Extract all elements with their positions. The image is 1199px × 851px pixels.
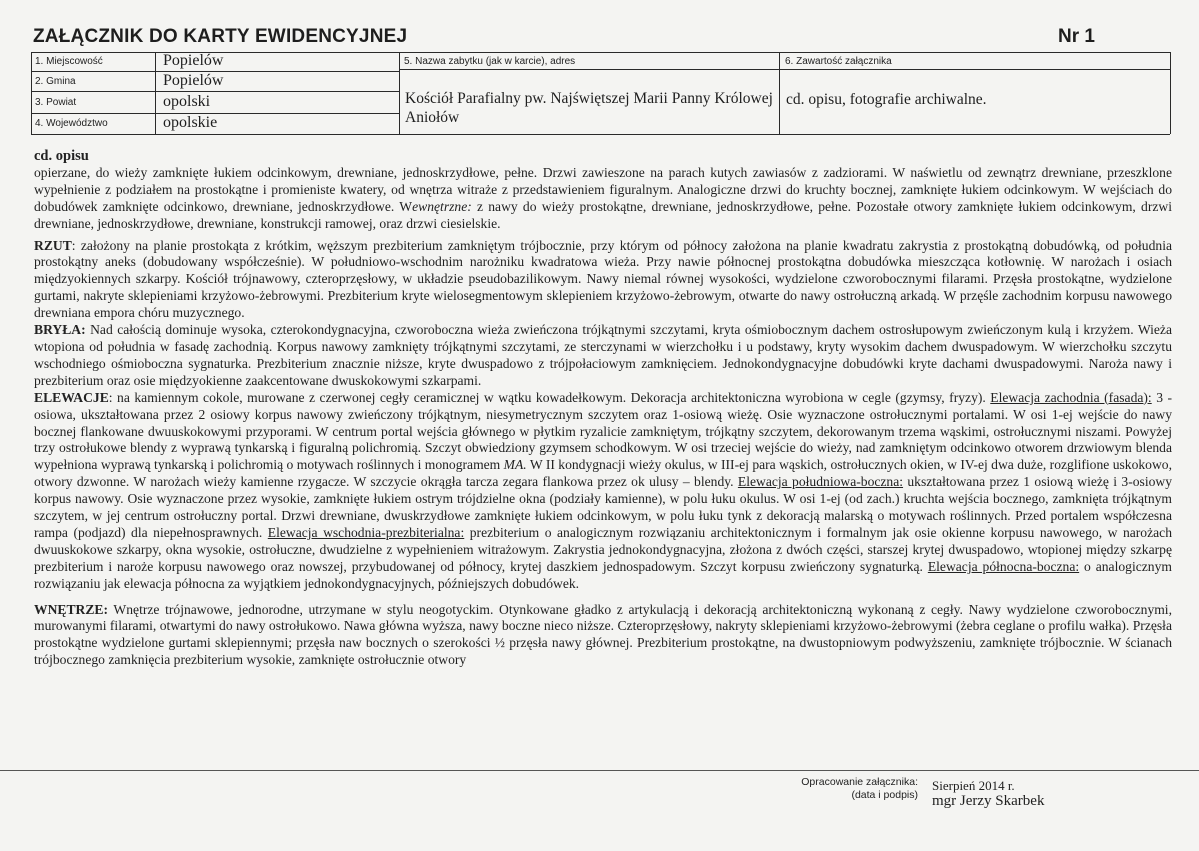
document-number: Nr 1 bbox=[1058, 26, 1095, 47]
elewacja-zachodnia-text: 3 - osiowa, ukształtowana przez 2 osiowy korpus nawowy zwieńczony trójkątnym, niesymetrycznym szczytem oraz 1-osiową wieżę. Osie wyznaczone ostrołucznymi portalami. W osi 1-ej wejście do nawy bocznej flankowane dwuuskokowymi przyporami. W centrum portal wejścia głównego w płytkim ryzalicie zamkniętym, trójkątny szczytem, dekorowanym trzema wąskimi, ostrołucznymi niszami. Powyżej trzy ostrołukowe blendy z wyprawą tynkarską i figuralną polichromią. Szczyt obwiedziony gzymsem schodkowym. W osi trzeciej wejście do wieży, nad zamkniętym odcinkowo otworem drzwiowym blenda wypełniona wyprawą tynkarską i polichromią o motywach roślinnych i monogramem bbox=[34, 389, 1172, 473]
elewacja-poludniowa-label: Elewacja południowa-boczna: bbox=[737, 474, 904, 490]
table-header-divider bbox=[399, 69, 1170, 70]
description-heading: cd. opisu bbox=[34, 148, 89, 164]
field-label-zawartosc: 6. Zawartość załącznika bbox=[785, 56, 892, 67]
field-label-miejscowosc: 1. Miejscowość bbox=[35, 56, 103, 67]
elewacja-poludniowa-text: ukształtowana przez 1 osiową wieżę i 3-osiowy korpus nawowy. Osie wyznaczone przez wysokie, zamknięte łukiem ostrym trójdzielne okna (podziały kamienne), w polu łuku okulus. W osi 1-ej (od zach.) kruchta wejścia bocznego, zamknięta trójkątnym szczytem, w jej centrum ostrołuczny portal. Drzwi drewniane, dwuskrzydłowe zamknięte łukiem odcinkowym, w polu łuku tynk z dekoracją malarską o motywach roślinnych. Przed portalem współczesna rampa (podjazd) dla niepełnosprawnych. bbox=[34, 474, 1173, 540]
description-body bbox=[34, 148, 1172, 669]
field-label-gmina: 2. Gmina bbox=[35, 76, 76, 87]
wnetrze-label: WNĘTRZE: bbox=[34, 601, 109, 617]
field-value-powiat: opolski bbox=[163, 93, 211, 110]
field-value-zawartosc: cd. opisu, fotografie archiwalne. bbox=[786, 91, 987, 108]
elewacje-intro: : na kamiennym cokole, murowane z czerwonej cegły ceramicznej w wątku kowadełkowym. Dekoracja architektoniczna wyrobiona w cegle (gzymsy, fryzy). bbox=[108, 389, 991, 405]
footer-label-line1: Opracowanie załącznika: bbox=[801, 776, 918, 788]
footer-label-line2: (data i podpis) bbox=[851, 789, 918, 801]
table-col-divider-1 bbox=[399, 52, 400, 134]
elewacja-polnocna-label: Elewacja północna-boczna: bbox=[927, 558, 1080, 574]
table-right-border bbox=[1170, 52, 1171, 134]
footer-divider bbox=[0, 770, 1199, 771]
field-value-nazwa: Kościół Parafialny pw. Najświętszej Marii Panny Królowej Aniołów bbox=[405, 90, 773, 126]
monogram-ma: MA. bbox=[503, 457, 527, 473]
footer-label bbox=[770, 776, 918, 802]
bryla-text: Nad całością dominuje wysoka, czterokondygnacyjna, czworoboczna wieża zwieńczona trójkątnymi szczytami, kryta ośmiobocznym dachem ostrosłupowym zwieńczonym kulą i krzyżem. Wieża wtopiona od południa w fasadę zachodnią. Korpus nawowy zamknięty trójkątnymi szczytami, ze sterczynami w wierzchołku i u podstawy, kryty wysokim dachem dwuspadowym. W wierzchołku szczytu wschodniego ośmioboczna sygnaturka. Prezbiterium znacznie niższe, kryte dwuspadowo z trójpołaciowym zamknięciem. Jednokondygnacyjne dobudówki kryte dachami dwuspadowymi. Naroża nawy i prezbiterium oraz osie międzyokienne zaakcentowane dwuskokowymi szkarpami. bbox=[34, 322, 1172, 388]
field-label-wojewodztwo: 4. Województwo bbox=[35, 118, 108, 129]
wnetrze-text: Wnętrze trójnawowe, jednorodne, utrzymane w stylu neogotyckim. Otynkowane gładko z artykulacją i dekoracją architektoniczną wykonaną z cegły. Nawy wydzielone czworobocznymi, murowanymi filarami, otwartymi do nawy ostrołukowo. Nawa główna wyższa, nawy boczne nieco niższe. Czteroprzęsłowy, nakryty sklepieniami krzyżowo-żebrowymi (żebra ceglane o profilu wałka). Przęsła prostokątne wydzielone gurtami sklepiennymi; przęsła naw bocznych o szerokości ½ przęsła nawy głównej. Prezbiterium prostokątne, na dwustopniowym podwyższeniu, zamknięte trójbocznie. W ścianach trójbocznego zamknięcia prezbiterium wysokie, zamknięte ostrołucznie otwory bbox=[34, 601, 1172, 668]
doors-text: opierzane, do wieży zamknięte łukiem odcinkowym, drewniane, jednoskrzydłowe, pełne. Drzwi zawieszone na parach kutych zawiasów z zadziorami. W naświetlu od zewnątrz drewniane, przeszklone wypełnienie z podziałem na prostokątne i promieniste kwatery, od wnętrza witraże z przedstawieniem figuralnym. Analogiczne drzwi do kruchty bocznej, zamknięte łukiem odcinkowym. W wejściach do dobudówek zamknięte odcinkowo, drewniane, jednoskrzydłowe. W bbox=[34, 164, 1172, 214]
elewacje-label: ELEWACJE bbox=[34, 389, 109, 405]
field-label-powiat: 3. Powiat bbox=[35, 97, 77, 108]
paragraph-elewacje bbox=[34, 390, 1172, 593]
paragraph-wnetrze bbox=[34, 602, 1172, 670]
document-title: ZAŁĄCZNIK DO KARTY EWIDENCYJNEJ bbox=[33, 26, 408, 47]
table-bottom-border bbox=[31, 134, 1170, 135]
field-value-miejscowosc: Popielów bbox=[163, 52, 224, 69]
elewacja-zachodnia-label: Elewacja zachodnia (fasada): bbox=[990, 389, 1152, 405]
elewacja-zachodnia-text-cont: W II kondygnacji wieży okulus, w III-ej para wąskich, ostrołucznych okien, w IV-ej dwa duże, rozglifione uskokowo, otwory dzwonne. W narożach wieży kamienne rzygacze. W szczycie okrągła tarcza zegara flankowa przez ok ulusy – blendy. bbox=[34, 457, 1172, 490]
elewacja-polnocna-text: o analogicznym rozwiązaniu jak elewacja północna za wyjątkiem jednokondygnacyjnych, późniejszych dobudówek. bbox=[34, 558, 1172, 591]
table-row-divider-2 bbox=[31, 91, 399, 92]
elewacja-wschodnia-text: prezbiterium o analogicznym rozwiązaniu architektonicznym i formalnym jak osie okienne korpusu nawowego, w narożach dwuuskokowe szkarpy, okna wysokie, ostrołuczne, dwudzielne z wypełnieniem witrażowym. Zakrystia jednokondygnacyjna, złożona z dwóch części, starszej krytej dwuspadowo, wtopionej między szkarpę prezbiterium i naroże korpusu nawowego oraz nowszej, przybudowanej od północy, krytej daszkiem jednospadowym. Szczyt korpusu zwieńczony sygnaturką. bbox=[34, 524, 1172, 574]
bryla-label: BRYŁA: bbox=[34, 322, 86, 338]
paragraph-bryla bbox=[34, 322, 1172, 390]
table-label-divider bbox=[155, 52, 156, 134]
paragraph-rzut bbox=[34, 238, 1172, 323]
field-value-wojewodztwo: opolskie bbox=[163, 114, 218, 131]
field-value-gmina: Popielów bbox=[163, 72, 224, 89]
footer-date: Sierpień 2014 r. bbox=[932, 778, 1015, 793]
field-label-nazwa: 5. Nazwa zabytku (jak w karcie), adres bbox=[404, 56, 576, 67]
doors-interior-text: z nawy do wieży prostokątne, drewniane, jednoskrzydłowe, pełne. Pozostałe otwory zamknięte łukiem odcinkowym, drzwi drewniane, jednoskrzydłowe, drewniane, konstrukcji ramowej, oraz drzwi ciesielskie. bbox=[34, 198, 1172, 231]
paragraph-doors bbox=[34, 165, 1172, 233]
table-left-border bbox=[31, 52, 32, 134]
rzut-label: RZUT bbox=[34, 237, 72, 253]
table-col-divider-2 bbox=[779, 52, 780, 134]
footer-author: mgr Jerzy Skarbek bbox=[932, 793, 1045, 809]
elewacja-wschodnia-label: Elewacja wschodnia-prezbiterialna: bbox=[267, 524, 465, 540]
rzut-text: : założony na planie prostokąta z krótkim, węższym prezbiterium zamkniętym trójbocznie, przy którym od północy założona na planie kwadratu zakrystia z prostokątną dobudówką, od południa prostokątny aneks (dobudowany współcześnie). W południowo-wschodnim narożniku kwadratowa wieża. Przy nawie północnej prostokątna dobudówka mieszcząca kotłownię. W narożach i osiach międzyokiennych szkarpy. Kościół trójnawowy, czteroprzęsłowy, w układzie pseudobazilikowym. Nawy niemal równej wysokości, wydzielone czworobocznymi filarami. Przęsła prostokątne, wydzielone gurtami, nakryte sklepieniami krzyżowo-żebrowymi. Prezbiterium kryte wielosegmentowym sklepieniem krzyżowo-żebrowym, otwarte do nawy ostrołuczną arkadą. W przęśle zachodnim korpusu nawowego drewniana empora chóru muzycznego. bbox=[34, 237, 1172, 321]
doors-interior-label: ewnętrzne: bbox=[412, 198, 472, 214]
